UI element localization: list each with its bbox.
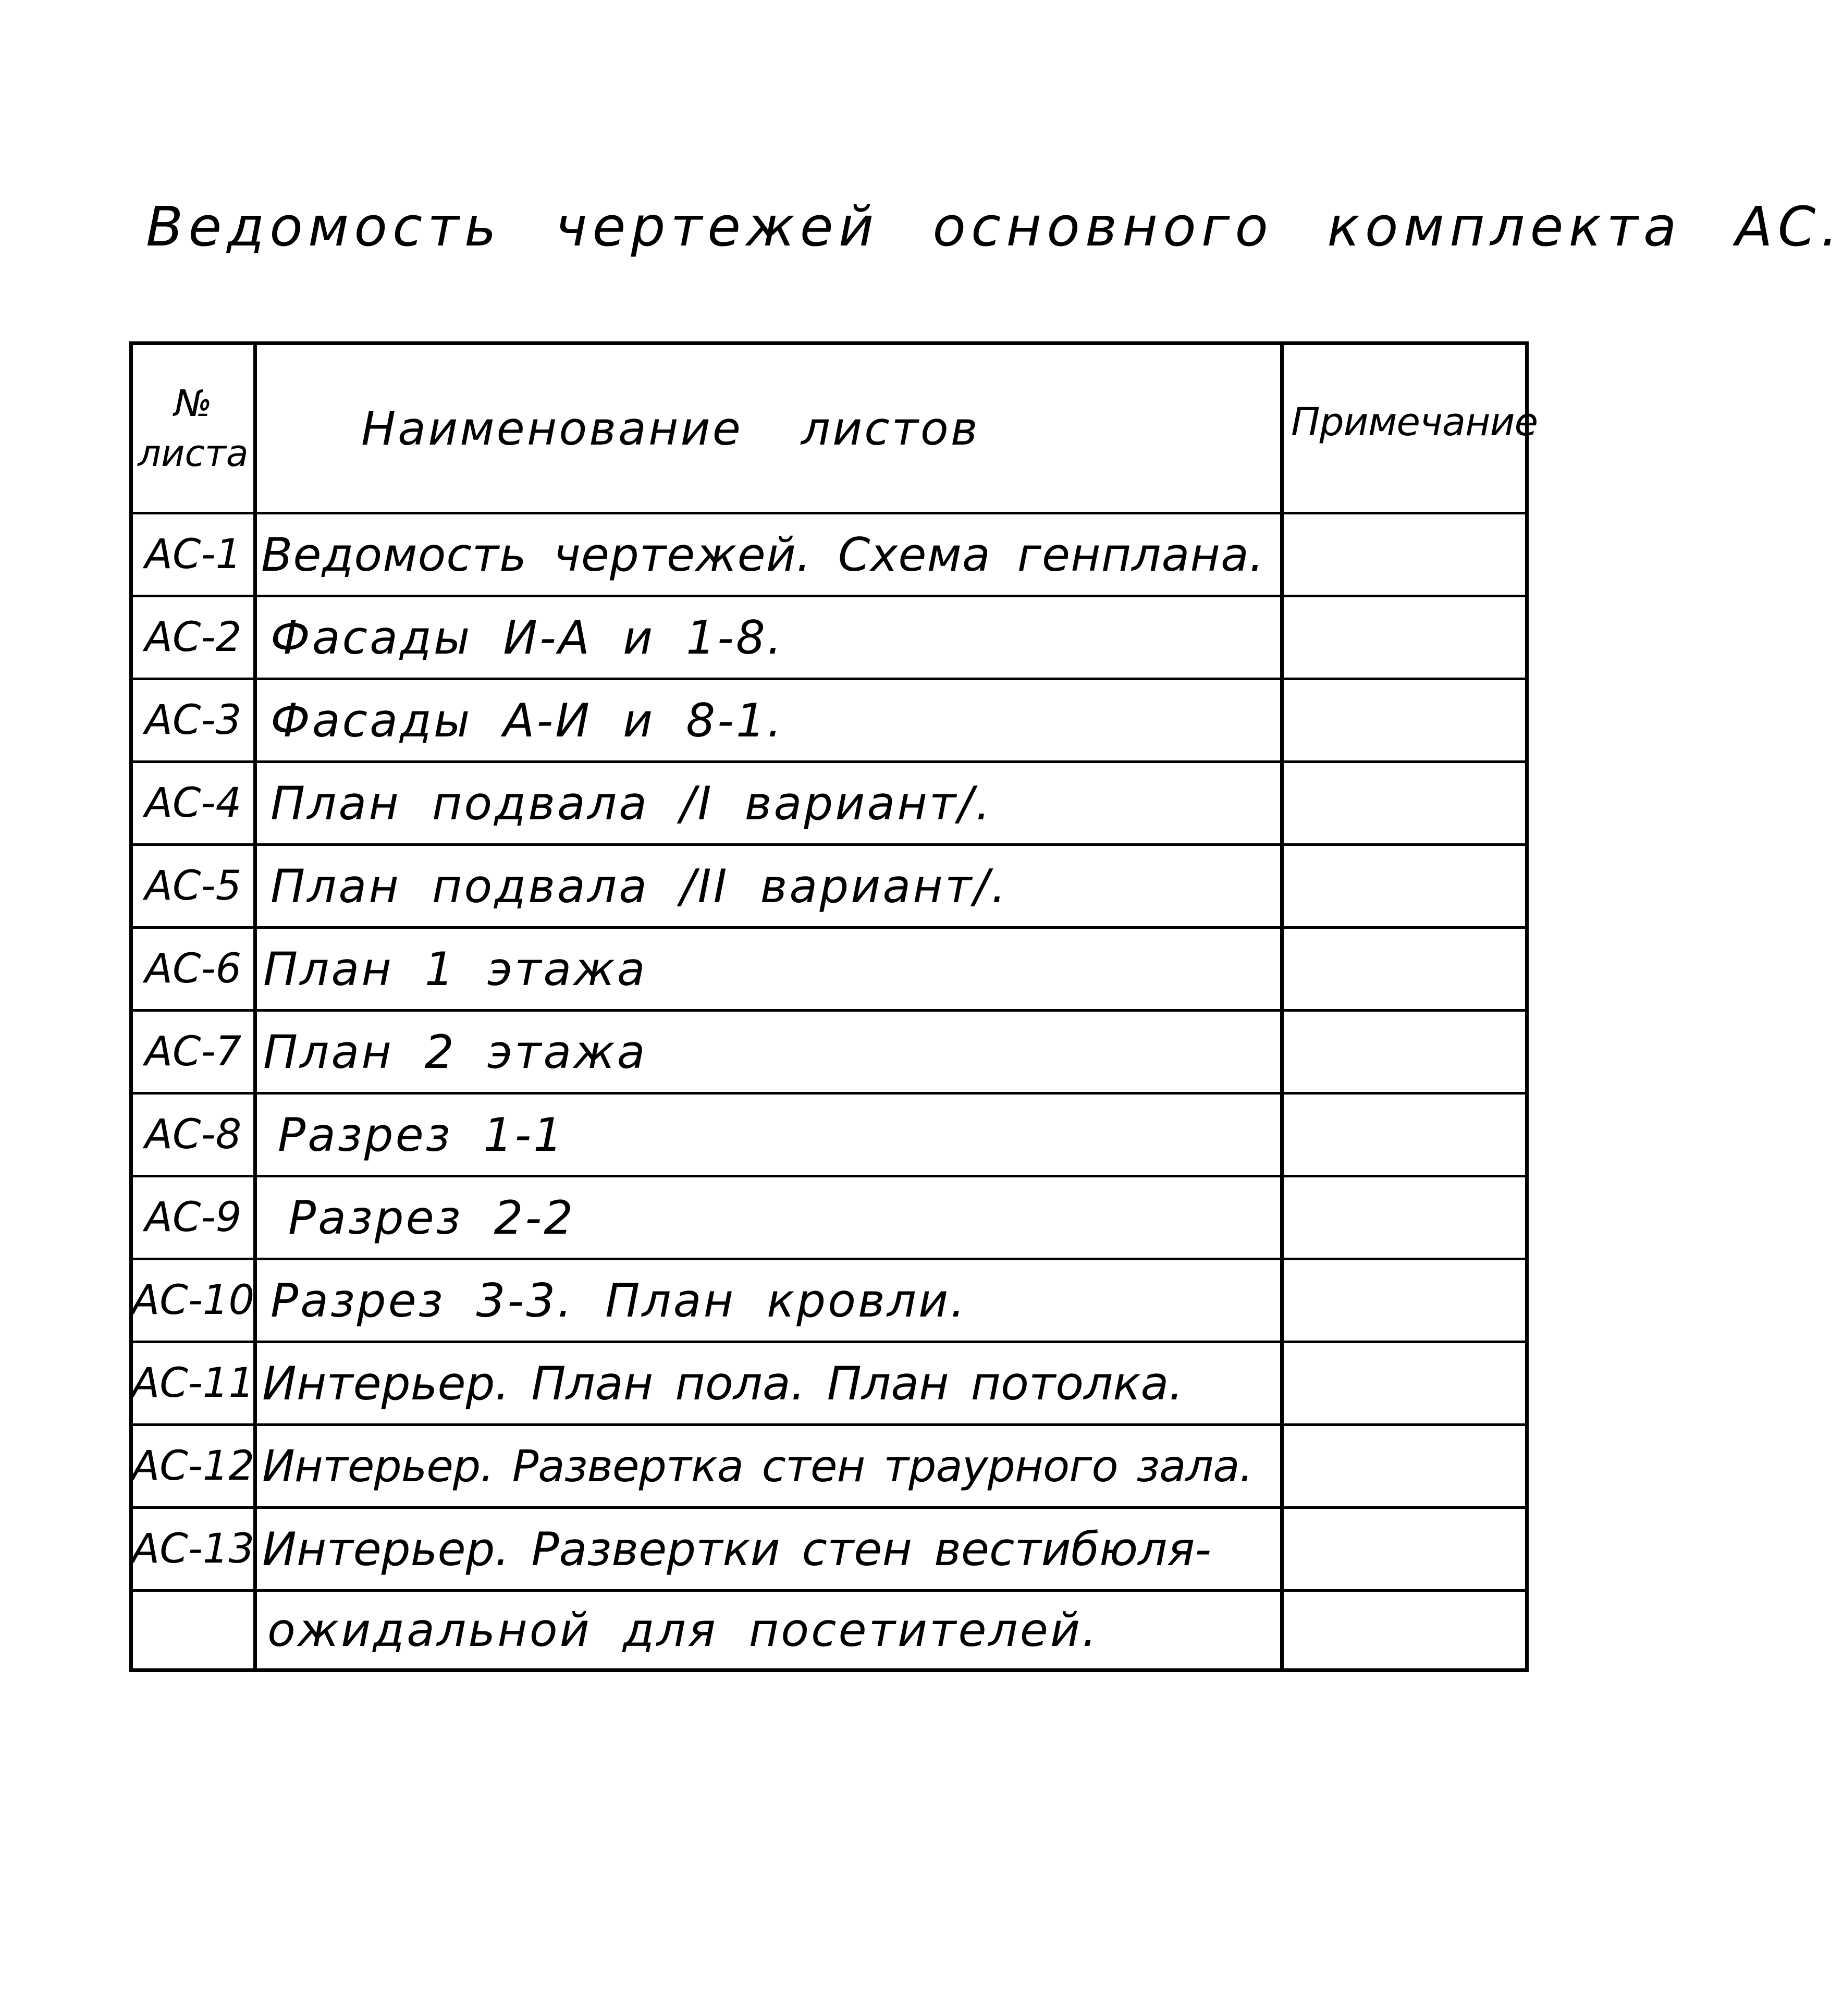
sheet-number: АС-12 bbox=[133, 1426, 257, 1506]
sheet-number: АС-9 bbox=[133, 1177, 257, 1258]
table-row bbox=[133, 514, 1525, 597]
table-row bbox=[133, 680, 1525, 763]
table-row bbox=[133, 1012, 1525, 1095]
sheet-note bbox=[1284, 1095, 1529, 1175]
sheet-note bbox=[1284, 1509, 1529, 1589]
sheet-name: Разрез 3-3. План кровли. bbox=[257, 1260, 1284, 1341]
sheet-name: План подвала /I вариант/. bbox=[257, 763, 1284, 843]
sheet-note bbox=[1284, 1592, 1529, 1668]
sheet-name: Фасады И-А и 1-8. bbox=[257, 597, 1284, 678]
sheet-number: АС-5 bbox=[133, 846, 257, 926]
sheet-number: АС-11 bbox=[133, 1343, 257, 1423]
sheet-note bbox=[1284, 846, 1529, 926]
sheet-name: Ведомость чертежей. Схема генплана. bbox=[257, 514, 1284, 595]
document-title: Ведомость чертежей основного комплекта АС. bbox=[146, 195, 1843, 259]
sheet-number bbox=[133, 1592, 257, 1668]
sheet-name: Интерьер. Развертка стен траурного зала. bbox=[257, 1426, 1284, 1506]
table-header-row bbox=[133, 345, 1538, 514]
sheet-name: План подвала /II вариант/. bbox=[257, 846, 1284, 926]
sheet-name: План 2 этажа bbox=[257, 1012, 1284, 1092]
table-row bbox=[133, 1260, 1525, 1343]
sheet-name: Интерьер. План пола. План потолка. bbox=[257, 1343, 1284, 1423]
sheet-number: АС-8 bbox=[133, 1095, 257, 1175]
table-row bbox=[133, 763, 1525, 846]
note-header: Примечание bbox=[1291, 400, 1538, 445]
sheet-note bbox=[1284, 929, 1529, 1009]
sheet-note bbox=[1284, 1343, 1529, 1423]
sheet-name-header: Наименование листов bbox=[257, 345, 1284, 512]
sheet-number-header-symbol: № bbox=[174, 382, 212, 425]
sheet-name: Интерьер. Развертки стен вестибюля- bbox=[257, 1509, 1284, 1589]
table-row bbox=[133, 1343, 1525, 1426]
sheet-number: АС-2 bbox=[133, 597, 257, 678]
sheet-number-header bbox=[133, 345, 257, 512]
sheet-number: АС-7 bbox=[133, 1012, 257, 1092]
sheet-name-continuation: ожидальной для посетителей. bbox=[257, 1592, 1284, 1668]
sheet-note bbox=[1284, 1260, 1529, 1341]
sheet-number: АС-4 bbox=[133, 763, 257, 843]
table-row bbox=[133, 1095, 1525, 1177]
sheet-note bbox=[1284, 514, 1529, 595]
table-row bbox=[133, 597, 1525, 680]
sheet-number: АС-10 bbox=[133, 1260, 257, 1341]
sheet-number: АС-3 bbox=[133, 680, 257, 760]
sheet-note bbox=[1284, 1177, 1529, 1258]
sheet-note bbox=[1284, 1426, 1529, 1506]
sheet-name: План 1 этажа bbox=[257, 929, 1284, 1009]
table-row bbox=[133, 1592, 1525, 1668]
drawings-list-table bbox=[129, 341, 1538, 1672]
sheet-note bbox=[1284, 1012, 1529, 1092]
sheet-number: АС-6 bbox=[133, 929, 257, 1009]
sheet-number: АС-1 bbox=[133, 514, 257, 595]
table-row bbox=[133, 929, 1525, 1012]
sheet-number-header-word: листа bbox=[138, 432, 249, 475]
sheet-name: Разрез 2-2 bbox=[257, 1177, 1284, 1258]
sheet-note bbox=[1284, 763, 1529, 843]
table-row bbox=[133, 1509, 1525, 1592]
sheet-number: АС-13 bbox=[133, 1509, 257, 1589]
table-row bbox=[133, 1177, 1525, 1260]
sheet-note bbox=[1284, 680, 1529, 760]
table-row bbox=[133, 1426, 1525, 1509]
sheet-note bbox=[1284, 597, 1529, 678]
sheet-name: Фасады А-И и 8-1. bbox=[257, 680, 1284, 760]
table-row bbox=[133, 846, 1525, 929]
sheet-name: Разрез 1-1 bbox=[257, 1095, 1284, 1175]
